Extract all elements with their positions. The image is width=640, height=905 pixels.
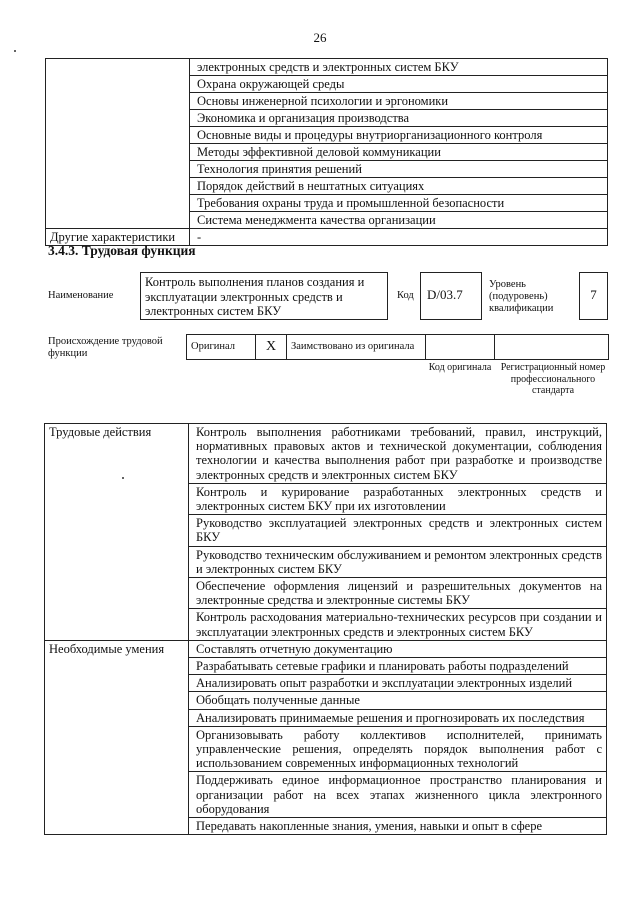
qualification-level-value: 7 xyxy=(579,272,608,320)
skill-item: Разрабатывать сетевые графики и планировать работы подразделений xyxy=(189,658,607,675)
code-original-label: Код оригинала xyxy=(428,362,492,373)
origin-table xyxy=(186,334,609,360)
code-label: Код xyxy=(397,290,414,301)
labor-actions-label: Трудовые действия xyxy=(45,424,189,641)
table-row xyxy=(187,335,609,360)
skill-item: Передавать накопленные знания, умения, навыки и опыт в сфере xyxy=(189,818,607,835)
labor-action-item: Обеспечение оформления лицензий и разрешительных документов на электронные средства и электронные системы БКУ xyxy=(189,578,607,609)
skill-item: Анализировать опыт разработки и эксплуатации электронных изделий xyxy=(189,675,607,692)
knowledge-item: Система менеджмента качества организации xyxy=(190,212,608,229)
skill-item: Обобщать полученные данные xyxy=(189,692,607,709)
knowledge-item: Экономика и организация производства xyxy=(190,110,608,127)
reg-number-cell xyxy=(495,335,609,360)
original-label: Оригинал xyxy=(187,335,256,360)
labor-action-item: Контроль расходования материально-технических ресурсов при создании и эксплуатации электронных средств и электронных систем БКУ xyxy=(189,609,607,640)
name-label: Наименование xyxy=(48,290,114,301)
knowledge-item: Порядок действий в нештатных ситуациях xyxy=(190,178,608,195)
other-characteristics-label: Другие характеристики xyxy=(46,229,190,246)
knowledge-table xyxy=(45,58,608,246)
skill-item: Составлять отчетную документацию xyxy=(189,640,607,657)
function-name-value: Контроль выполнения планов создания и эксплуатации электронных средств и электронных систем БКУ xyxy=(140,272,388,320)
code-original-cell xyxy=(426,335,495,360)
other-characteristics-value: - xyxy=(190,229,608,246)
knowledge-item: Методы эффективной деловой коммуникации xyxy=(190,144,608,161)
knowledge-item: Основные виды и процедуры внутриорганизационного контроля xyxy=(190,127,608,144)
knowledge-item: Основы инженерной психологии и эргономики xyxy=(190,93,608,110)
page-number: 26 xyxy=(313,30,327,45)
labor-action-item: Контроль выполнения работниками требований, правил, инструкций, нормативных правовых актов и технической документации, соблюдения технологии и качества выполнения работ при разработке и производстве электронных средств и электронных систем БКУ xyxy=(189,424,607,484)
labor-action-item: Руководство техническим обслуживанием и ремонтом электронных средств и электронных систем БКУ xyxy=(189,546,607,577)
origin-label: Происхождение трудовой функции xyxy=(48,336,163,359)
level-label: Уровень (подуровень) квалификации xyxy=(489,279,554,314)
table-row xyxy=(45,424,607,484)
borrowed-label: Заимствовано из оригинала xyxy=(287,335,426,360)
knowledge-item: электронных средств и электронных систем БКУ xyxy=(190,59,608,76)
section-title: 3.4.3. Трудовая функция xyxy=(48,243,196,258)
original-mark: X xyxy=(256,335,287,360)
function-code-value: D/03.7 xyxy=(420,272,482,320)
skill-item: Поддерживать единое информационное пространство планирования и организации работ на всех этапах жизненного цикла электронного оборудования xyxy=(189,772,607,818)
reg-number-label: Регистрационный номер профессионального стандарта xyxy=(500,362,606,396)
labor-function-table xyxy=(44,423,607,835)
skill-item: Организовывать работу коллективов исполнителей, принимать управленческие решения, определять порядок выполнения работ с использованием современных информационных технологий xyxy=(189,726,607,772)
knowledge-item: Охрана окружающей среды xyxy=(190,76,608,93)
knowledge-item: Требования охраны труда и промышленной безопасности xyxy=(190,195,608,212)
scan-speck xyxy=(14,50,16,52)
required-skills-label: Необходимые умения xyxy=(45,640,189,834)
knowledge-label-cell xyxy=(46,59,190,229)
skill-item: Анализировать принимаемые решения и прогнозировать их последствия xyxy=(189,709,607,726)
knowledge-item: Технология принятия решений xyxy=(190,161,608,178)
labor-action-item: Контроль и курирование разработанных электронных средств и электронных систем БКУ при их изготовлении xyxy=(189,483,607,514)
table-row xyxy=(45,640,607,657)
table-row xyxy=(46,59,608,76)
labor-action-item: Руководство эксплуатацией электронных средств и электронных систем БКУ xyxy=(189,515,607,546)
